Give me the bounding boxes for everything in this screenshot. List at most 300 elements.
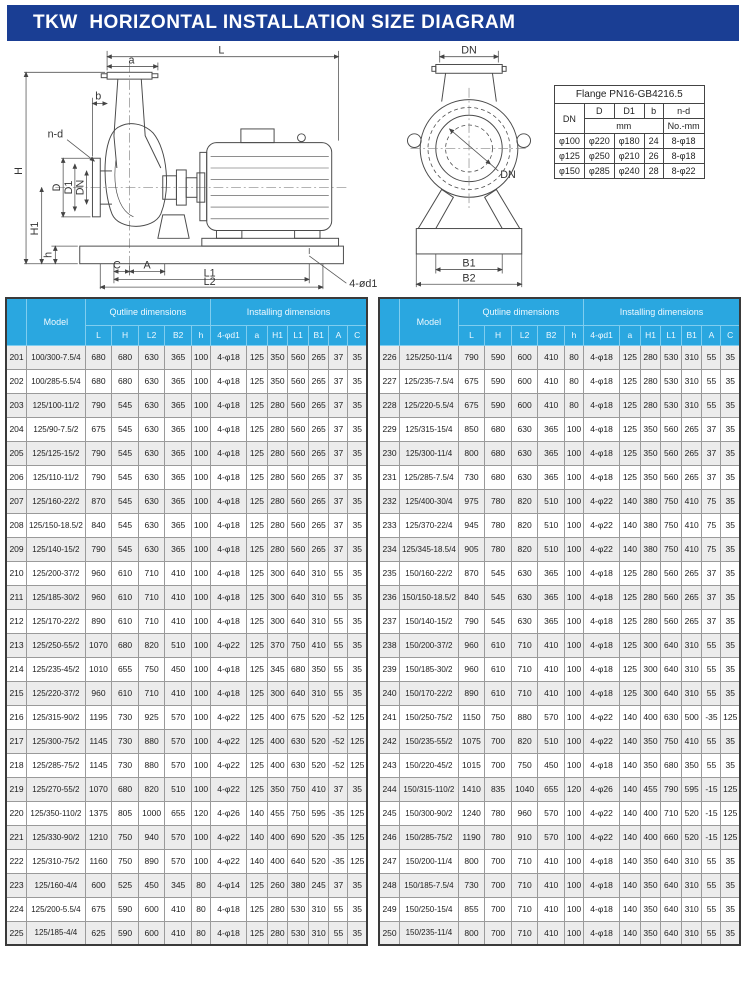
cell: 800 (458, 441, 485, 465)
cell: 125 (247, 561, 268, 585)
cell: 365 (165, 345, 192, 369)
cell: 750 (138, 657, 165, 681)
table-row (6, 657, 367, 681)
cell: 140 (620, 705, 641, 729)
cell: 55 (702, 921, 721, 945)
table-row (6, 753, 367, 777)
flange-spec-table (554, 85, 705, 179)
cell: 4-φ18 (210, 369, 246, 393)
cell: 4-φ18 (210, 897, 246, 921)
cell: 730 (458, 873, 485, 897)
cell: 125/235-7.5/4 (400, 369, 459, 393)
cell: 680 (112, 633, 139, 657)
cell: 820 (138, 777, 165, 801)
cell: 710 (138, 609, 165, 633)
cell: 265 (308, 489, 329, 513)
cell: φ210 (614, 149, 644, 164)
col-header-4-d1: 4-φd1 (210, 325, 246, 345)
cell: 630 (138, 465, 165, 489)
cell: 730 (112, 753, 139, 777)
cell: 750 (288, 633, 309, 657)
cell: 820 (511, 537, 538, 561)
cell: 125 (721, 801, 740, 825)
cell: 240 (379, 681, 400, 705)
cell: 590 (485, 345, 512, 369)
cell: 245 (379, 801, 400, 825)
cell: 800 (458, 849, 485, 873)
cell: 4-φ22 (583, 513, 619, 537)
cell: 750 (288, 777, 309, 801)
cell: 280 (267, 417, 288, 441)
cell: 265 (681, 609, 702, 633)
cell: 560 (661, 465, 682, 489)
cell: 1015 (458, 753, 485, 777)
table-row (379, 849, 740, 873)
cell: 236 (379, 585, 400, 609)
cell: 35 (348, 369, 367, 393)
cell: 234 (379, 537, 400, 561)
cell: 1145 (85, 753, 112, 777)
cell: 410 (538, 393, 565, 417)
cell: 100 (191, 537, 210, 561)
cell: 35 (721, 681, 740, 705)
cell: 35 (721, 585, 740, 609)
cell: 125/160-4/4 (27, 873, 86, 897)
cell: 880 (138, 729, 165, 753)
cell: 545 (112, 417, 139, 441)
cell: 125/140-15/2 (27, 537, 86, 561)
cell: 590 (485, 369, 512, 393)
table-row (379, 393, 740, 417)
cell: 365 (538, 561, 565, 585)
cell: 55 (702, 849, 721, 873)
cell: 520 (308, 729, 329, 753)
cell: 300 (267, 585, 288, 609)
cell: 960 (85, 585, 112, 609)
cell: 35 (721, 609, 740, 633)
cell: 710 (138, 561, 165, 585)
cell: 350 (308, 657, 329, 681)
cell: 510 (538, 537, 565, 561)
dim-label-DN: DN (74, 179, 87, 196)
cell: 365 (165, 465, 192, 489)
cell: 80 (564, 345, 583, 369)
cell: 680 (661, 753, 682, 777)
cell: 4-φ18 (583, 897, 619, 921)
cell: -52 (329, 729, 348, 753)
cell: 100 (191, 393, 210, 417)
dim-label-H: H (13, 167, 26, 175)
cell: 380 (640, 489, 661, 513)
cell: 35 (721, 441, 740, 465)
cell: 231 (379, 465, 400, 489)
cell: 560 (288, 345, 309, 369)
cell: 248 (379, 873, 400, 897)
cell: 410 (538, 897, 565, 921)
cell: 125 (620, 465, 641, 489)
cell: 570 (538, 705, 565, 729)
cell: 4-φ22 (583, 705, 619, 729)
cell: 1210 (85, 825, 112, 849)
cell: 4-φ18 (210, 585, 246, 609)
cell: 35 (721, 561, 740, 585)
cell: 400 (267, 825, 288, 849)
cell: 880 (138, 753, 165, 777)
cell: 570 (538, 801, 565, 825)
cell: 350 (267, 777, 288, 801)
cell: 202 (6, 369, 27, 393)
cell: 265 (308, 369, 329, 393)
dim-label-h: h (42, 251, 55, 258)
cell: 150/285-75/2 (400, 825, 459, 849)
cell: 600 (511, 393, 538, 417)
cell: 610 (485, 633, 512, 657)
cell: 4-φ18 (583, 345, 619, 369)
cell: 280 (267, 393, 288, 417)
cell: 140 (620, 873, 641, 897)
cell: 125/150-18.5/2 (27, 513, 86, 537)
cell: 4-φ18 (583, 753, 619, 777)
cell: 140 (620, 825, 641, 849)
cell: 710 (511, 681, 538, 705)
cell: 4-φ18 (210, 657, 246, 681)
cell: 37 (329, 465, 348, 489)
cell: 350 (267, 369, 288, 393)
cell: 125/330-90/2 (27, 825, 86, 849)
cell: 140 (620, 801, 641, 825)
cell: 55 (329, 561, 348, 585)
cell: 280 (267, 489, 288, 513)
cell: 700 (485, 873, 512, 897)
cell: 690 (288, 825, 309, 849)
cell: 640 (661, 873, 682, 897)
cell: 125 (247, 393, 268, 417)
cell: 545 (112, 441, 139, 465)
cell: 100 (564, 609, 583, 633)
cell: 249 (379, 897, 400, 921)
cell: 310 (308, 897, 329, 921)
cell: 37 (329, 537, 348, 561)
cell: 150/170-22/2 (400, 681, 459, 705)
cell: 125/200-37/2 (27, 561, 86, 585)
table-row (379, 921, 740, 945)
cell: 120 (564, 777, 583, 801)
col-header-4-d1: 4-φd1 (583, 325, 619, 345)
cell: 140 (620, 537, 641, 561)
cell: 350 (267, 345, 288, 369)
cell: -52 (329, 705, 348, 729)
cell: 4-φ18 (583, 369, 619, 393)
cell: 265 (308, 513, 329, 537)
cell: 280 (267, 441, 288, 465)
cell: 100 (564, 897, 583, 921)
cell: 35 (348, 465, 367, 489)
cell: 805 (112, 801, 139, 825)
cell: 223 (6, 873, 27, 897)
col-header-H1: H1 (640, 325, 661, 345)
cell: 80 (564, 393, 583, 417)
cell: -52 (329, 753, 348, 777)
cell: 125 (247, 729, 268, 753)
flange-unit-nd: No.-mm (663, 119, 704, 134)
table-row (379, 465, 740, 489)
table-row (379, 897, 740, 921)
cell: 1010 (85, 657, 112, 681)
dim-label-L2: L2 (203, 276, 216, 289)
cell: 410 (681, 537, 702, 561)
cell: 35 (348, 345, 367, 369)
cell: 4-φ18 (583, 609, 619, 633)
cell: φ220 (584, 134, 614, 149)
cell: 150/300-90/2 (400, 801, 459, 825)
table-row (6, 897, 367, 921)
cell: 265 (308, 417, 329, 441)
cell: 150/160-22/2 (400, 561, 459, 585)
flange-col-dn: DN (555, 104, 585, 134)
cell: 910 (511, 825, 538, 849)
cell: 410 (681, 513, 702, 537)
cell: 228 (379, 393, 400, 417)
cell: 125/100-11/2 (27, 393, 86, 417)
outline-group-header: Qutline dimensions (85, 298, 210, 325)
cell: 203 (6, 393, 27, 417)
cell: 1000 (138, 801, 165, 825)
cell: 35 (348, 441, 367, 465)
col-header-a: a (620, 325, 641, 345)
cell: 100 (564, 753, 583, 777)
cell: 380 (288, 873, 309, 897)
cell: 125/400-30/4 (400, 489, 459, 513)
col-header-h: h (564, 325, 583, 345)
cell: 150/250-15/4 (400, 897, 459, 921)
cell: 265 (308, 345, 329, 369)
cell: 365 (165, 513, 192, 537)
cell: 237 (379, 609, 400, 633)
cell: 100 (564, 441, 583, 465)
cell: 4-φ18 (583, 393, 619, 417)
cell: 400 (640, 705, 661, 729)
cell: 206 (6, 465, 27, 489)
cell: 55 (329, 585, 348, 609)
cell: 125/110-11/2 (27, 465, 86, 489)
cell: 280 (267, 537, 288, 561)
cell: 100 (191, 849, 210, 873)
cell: 530 (661, 369, 682, 393)
cell: 4-φ18 (210, 393, 246, 417)
cell: 150/150-18.5/2 (400, 585, 459, 609)
cell: 265 (308, 465, 329, 489)
cell: 1375 (85, 801, 112, 825)
cell: 37 (702, 609, 721, 633)
cell: 100 (191, 561, 210, 585)
cell: 590 (112, 921, 139, 945)
cell: 125 (620, 369, 641, 393)
cell: 750 (661, 489, 682, 513)
cell: 630 (511, 585, 538, 609)
cell: 510 (538, 513, 565, 537)
cell: 400 (267, 849, 288, 873)
cell: 4-φ22 (210, 825, 246, 849)
cell: 545 (485, 561, 512, 585)
cell: -35 (702, 705, 721, 729)
table-row (379, 345, 740, 369)
cell: 410 (165, 609, 192, 633)
cell: 8-φ18 (663, 134, 704, 149)
cell: 125 (620, 441, 641, 465)
cell: 655 (165, 801, 192, 825)
cell: 35 (348, 897, 367, 921)
cell: 100 (191, 705, 210, 729)
dim-label-B2: B2 (462, 272, 476, 285)
col-header-B1: B1 (681, 325, 702, 345)
cell: 630 (138, 369, 165, 393)
cell: 510 (165, 633, 192, 657)
cell: 675 (288, 705, 309, 729)
cell: 350 (640, 441, 661, 465)
table-row (555, 134, 705, 149)
cell: 510 (538, 489, 565, 513)
cell: 125 (620, 633, 641, 657)
cell: 4-φ22 (583, 537, 619, 561)
cell: 35 (721, 657, 740, 681)
cell: 350 (640, 921, 661, 945)
cell: 35 (348, 417, 367, 441)
cell: 35 (348, 921, 367, 945)
cell: 4-φ18 (210, 465, 246, 489)
cell: 55 (702, 369, 721, 393)
cell: 700 (485, 897, 512, 921)
cell: 125/125-15/2 (27, 441, 86, 465)
cell: 600 (85, 873, 112, 897)
cell: 365 (538, 609, 565, 633)
cell: 125 (348, 705, 367, 729)
cell: 100 (564, 513, 583, 537)
cell: 4-φ18 (583, 585, 619, 609)
col-header-h: h (191, 325, 210, 345)
cell: 545 (112, 393, 139, 417)
cell: -15 (702, 825, 721, 849)
cell: 221 (6, 825, 27, 849)
pump-front-view-diagram (387, 43, 552, 293)
cell: 280 (267, 897, 288, 921)
dim-label-B1: B1 (462, 257, 476, 270)
cell: 960 (85, 681, 112, 705)
cell: 4-φ18 (210, 537, 246, 561)
cell: 595 (308, 801, 329, 825)
cell: 410 (165, 681, 192, 705)
cell: 675 (458, 393, 485, 417)
cell: 100 (564, 705, 583, 729)
cell: 560 (288, 537, 309, 561)
cell: 210 (6, 561, 27, 585)
cell: 370 (267, 633, 288, 657)
cell: 1190 (458, 825, 485, 849)
num-col-header (6, 298, 27, 345)
cell: 4-φ22 (583, 801, 619, 825)
cell: 125 (247, 369, 268, 393)
cell: 640 (661, 681, 682, 705)
cell: 80 (564, 369, 583, 393)
cell: 840 (458, 585, 485, 609)
cell: 125/315-90/2 (27, 705, 86, 729)
cell: 140 (247, 825, 268, 849)
cell: 560 (288, 417, 309, 441)
cell: 125 (348, 729, 367, 753)
cell: 125 (247, 633, 268, 657)
dim-label-L1: L1 (203, 267, 216, 280)
table-row (555, 149, 705, 164)
cell: 570 (165, 705, 192, 729)
cell: 150/185-7.5/4 (400, 873, 459, 897)
cell: 310 (681, 897, 702, 921)
table-row (379, 657, 740, 681)
cell: 37 (329, 441, 348, 465)
cell: 450 (538, 753, 565, 777)
cell: 280 (640, 609, 661, 633)
cell: 545 (485, 609, 512, 633)
col-header-A: A (702, 325, 721, 345)
cell: 37 (329, 393, 348, 417)
cell: 150/315-110/2 (400, 777, 459, 801)
cell: 350 (640, 417, 661, 441)
cell: 37 (329, 873, 348, 897)
table-row (6, 585, 367, 609)
cell: 265 (308, 441, 329, 465)
cell: 100 (564, 489, 583, 513)
cell: 925 (138, 705, 165, 729)
cell: 890 (138, 849, 165, 873)
cell: 100 (191, 441, 210, 465)
table-row (6, 513, 367, 537)
cell: 225 (6, 921, 27, 945)
cell: 265 (681, 585, 702, 609)
cell: 100 (191, 489, 210, 513)
cell: 530 (288, 897, 309, 921)
cell: 125 (348, 825, 367, 849)
cell: 150/250-75/2 (400, 705, 459, 729)
cell: 35 (348, 513, 367, 537)
cell: 37 (702, 417, 721, 441)
cell: 125/300-75/2 (27, 729, 86, 753)
cell: 545 (485, 585, 512, 609)
cell: 365 (165, 393, 192, 417)
cell: 730 (458, 465, 485, 489)
cell: 450 (138, 873, 165, 897)
table-row (379, 585, 740, 609)
cell: 750 (661, 537, 682, 561)
cell: 310 (681, 369, 702, 393)
cell: 125/235-45/2 (27, 657, 86, 681)
cell: -35 (329, 849, 348, 873)
dim-label-a: a (128, 54, 135, 67)
cell: 212 (6, 609, 27, 633)
cell: 700 (485, 921, 512, 945)
cell: 4-φ18 (583, 873, 619, 897)
cell: 400 (267, 705, 288, 729)
cell: 410 (538, 681, 565, 705)
cell: 243 (379, 753, 400, 777)
col-header-L: L (85, 325, 112, 345)
cell: 35 (721, 489, 740, 513)
table-row (379, 753, 740, 777)
cell: 1145 (85, 729, 112, 753)
cell: 730 (112, 705, 139, 729)
cell: 410 (538, 369, 565, 393)
table-row (379, 777, 740, 801)
cell: 242 (379, 729, 400, 753)
cell: 4-φ22 (210, 705, 246, 729)
model-col-header: Model (400, 298, 459, 345)
